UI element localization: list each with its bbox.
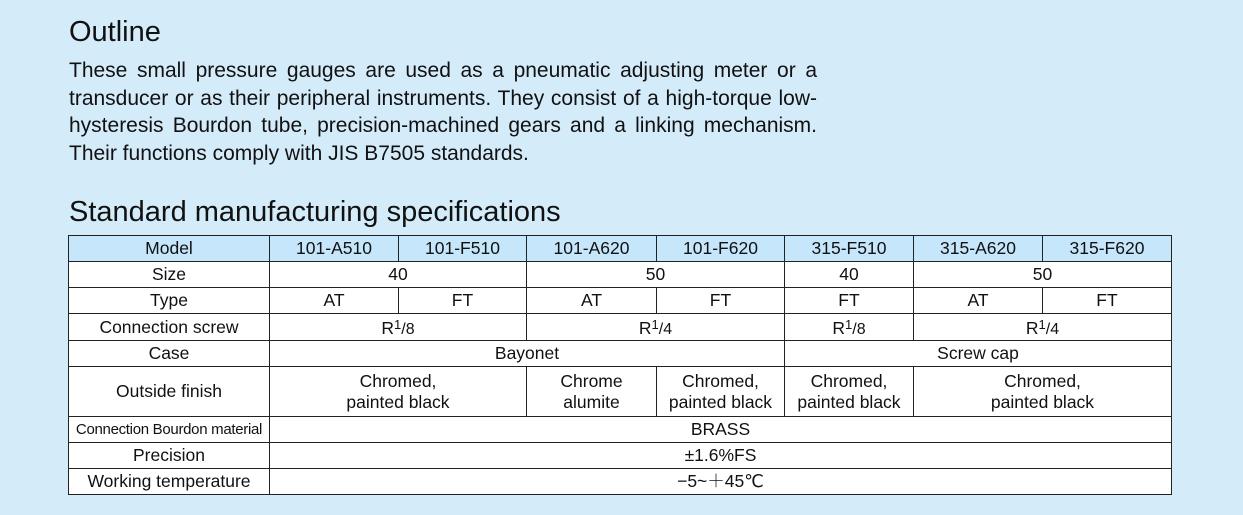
row-label-type: Type <box>69 288 270 314</box>
finish-line: Chromed, <box>682 370 759 391</box>
type-cell: AT <box>270 288 399 314</box>
specifications-table <box>68 235 1172 495</box>
finish-cell <box>914 367 1172 417</box>
precision-cell: ±1.6%FS <box>270 443 1172 469</box>
row-label-precision: Precision <box>69 443 270 469</box>
outline-paragraph: These small pressure gauges are used as a pneumatic adjusting meter or a transducer or as their peripheral instruments. They consist of a high-torque low-hysteresis Bourdon tube, precision-machined gears and a linking mechanism. Their functions comply with JIS B7505 standards. <box>69 59 817 165</box>
model-cell: 101-A620 <box>527 236 657 262</box>
row-label-size: Size <box>69 262 270 288</box>
case-cell: Screw cap <box>785 341 1172 367</box>
type-cell: FT <box>657 288 785 314</box>
type-cell: FT <box>1043 288 1172 314</box>
screw-cell <box>914 314 1172 341</box>
finish-line: painted black <box>990 391 1095 412</box>
case-row <box>69 341 1172 367</box>
screw-cell <box>527 314 785 341</box>
screw-denominator: /4 <box>1045 321 1060 338</box>
specs-heading: Standard manufacturing specifications <box>69 196 561 228</box>
outside-finish-row <box>69 367 1172 417</box>
screw-numerator: 1 <box>394 317 402 332</box>
screw-cell <box>785 314 914 341</box>
row-label-working-temperature: Working temperature <box>69 469 270 495</box>
working-temperature-row <box>69 469 1172 495</box>
row-label-outside-finish: Outside finish <box>69 367 270 417</box>
row-label-case: Case <box>69 341 270 367</box>
model-cell: 315-A620 <box>914 236 1043 262</box>
finish-line: painted black <box>346 391 450 412</box>
type-cell: FT <box>785 288 914 314</box>
screw-numerator: 1 <box>651 317 659 332</box>
row-label-bourdon-material: Connection Bourdon material <box>69 417 270 443</box>
model-cell: 315-F620 <box>1043 236 1172 262</box>
size-cell: 50 <box>527 262 785 288</box>
outline-heading: Outline <box>69 16 161 48</box>
model-cell: 101-F620 <box>657 236 785 262</box>
working-temperature-cell: −5~＋45℃ <box>270 469 1172 495</box>
size-row <box>69 262 1172 288</box>
type-cell: AT <box>914 288 1043 314</box>
finish-cell <box>270 367 527 417</box>
screw-prefix: R <box>1025 318 1039 338</box>
finish-cell <box>785 367 914 417</box>
size-cell: 40 <box>270 262 527 288</box>
type-row <box>69 288 1172 314</box>
finish-line: Chromed, <box>810 370 888 391</box>
type-cell: AT <box>527 288 657 314</box>
type-cell: FT <box>399 288 527 314</box>
screw-denominator: /8 <box>401 321 415 338</box>
bourdon-material-row <box>69 417 1172 443</box>
screw-cell <box>270 314 527 341</box>
model-cell: 101-A510 <box>270 236 399 262</box>
screw-prefix: R <box>832 318 846 338</box>
row-label-connection-screw: Connection screw <box>69 314 270 341</box>
precision-row <box>69 443 1172 469</box>
finish-line: Chromed, <box>1004 370 1081 391</box>
finish-line: painted black <box>668 391 773 412</box>
bourdon-material-cell: BRASS <box>270 417 1172 443</box>
finish-line: alumite <box>563 391 620 412</box>
connection-screw-row <box>69 314 1172 341</box>
finish-line: Chromed, <box>359 370 437 391</box>
screw-denominator: /4 <box>658 321 673 338</box>
model-cell: 101-F510 <box>399 236 527 262</box>
row-label-model: Model <box>69 236 270 262</box>
size-cell: 50 <box>914 262 1172 288</box>
size-cell: 40 <box>785 262 914 288</box>
screw-denominator: /8 <box>852 321 866 338</box>
screw-numerator: 1 <box>1038 317 1046 332</box>
finish-cell <box>527 367 657 417</box>
finish-cell <box>657 367 785 417</box>
finish-line: Chrome <box>560 370 623 391</box>
screw-prefix: R <box>381 318 395 338</box>
screw-prefix: R <box>638 318 652 338</box>
model-row <box>69 236 1172 262</box>
screw-numerator: 1 <box>845 317 853 332</box>
model-cell: 315-F510 <box>785 236 914 262</box>
case-cell: Bayonet <box>270 341 785 367</box>
finish-line: painted black <box>797 391 901 412</box>
